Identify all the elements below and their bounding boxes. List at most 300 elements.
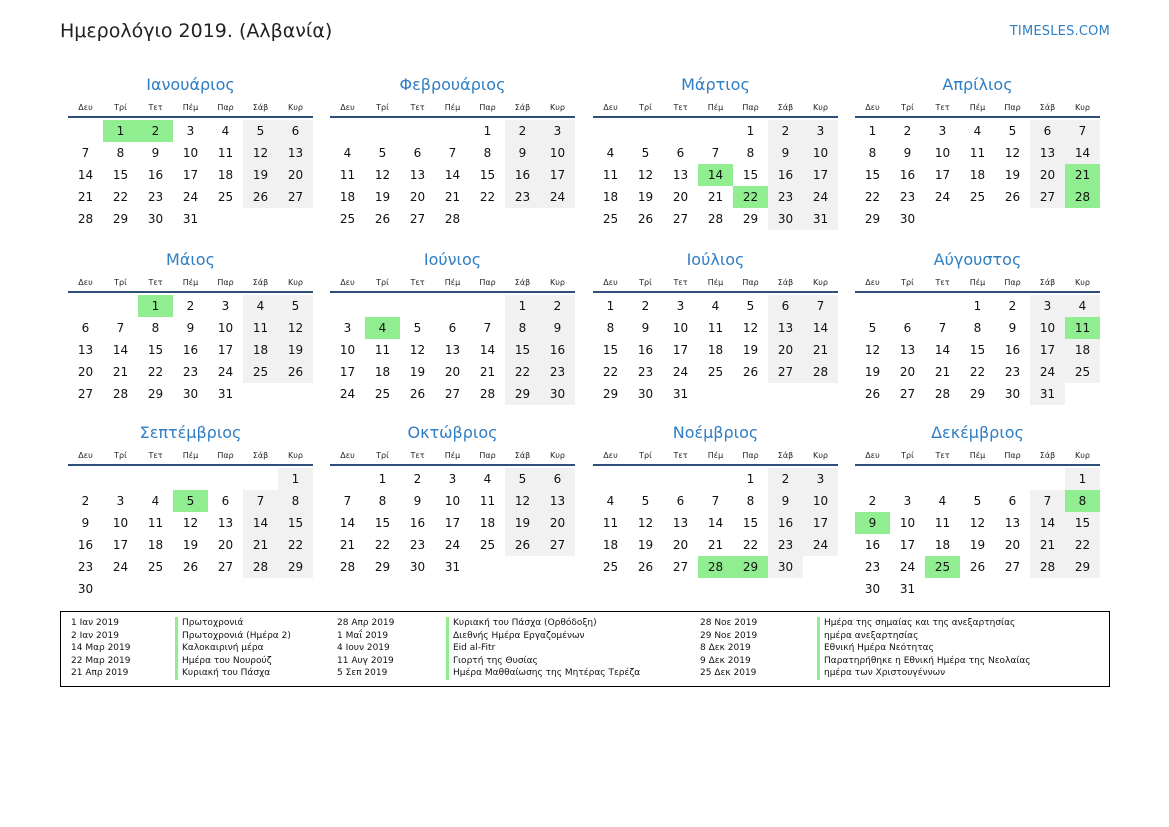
day-cell: 16 (409, 516, 426, 530)
day-cell: 17 (803, 512, 838, 534)
day-cell: 2 (768, 120, 803, 142)
weekday-header (68, 98, 313, 118)
empty-cell (1030, 578, 1065, 600)
day-cell: 28 (339, 560, 356, 574)
week-row (330, 468, 575, 490)
day-cell: 23 (1004, 365, 1021, 379)
week-row (855, 578, 1100, 600)
empty-cell (243, 468, 278, 490)
day-cell: 14 (479, 343, 496, 357)
day-cell: 23 (899, 190, 916, 204)
legend-names-column (175, 617, 291, 680)
day-cell: 4 (973, 124, 982, 138)
day-cell: 30 (147, 212, 164, 226)
day-cell: 12 (969, 516, 986, 530)
month-name: Οκτώβριος (407, 423, 498, 442)
day-cell: 23 (409, 538, 426, 552)
empty-cell (243, 383, 278, 405)
day-cell: 22 (278, 534, 313, 556)
weekday-label: Τετ (148, 450, 163, 460)
weekday-label: Πέμ (969, 277, 986, 287)
weekday-label: Τρί (376, 450, 389, 460)
day-cell: 14 (243, 512, 278, 534)
day-cell: 26 (505, 534, 540, 556)
day-cell: 3 (221, 299, 230, 313)
empty-cell (628, 120, 663, 142)
month-name: Δεκέμβριος (931, 423, 1024, 442)
day-cell: 27 (444, 387, 461, 401)
day-cell: 8 (278, 490, 313, 512)
day-cell: 31 (217, 387, 234, 401)
day-cell: 28 (803, 361, 838, 383)
week-row (855, 468, 1100, 490)
weekday-label: Κυρ (550, 277, 565, 287)
empty-cell (470, 208, 505, 230)
day-cell: 28 (444, 212, 461, 226)
legend-names-column (817, 617, 1031, 680)
month-calendar (68, 249, 313, 405)
day-cell: 3 (448, 472, 457, 486)
day-cell: 8 (868, 146, 877, 160)
day-cell: 7 (81, 146, 90, 160)
day-cell: 9 (505, 142, 540, 164)
weekday-label: Παρ (217, 450, 234, 460)
day-cell: 9 (151, 146, 160, 160)
day-grid (855, 468, 1100, 600)
month-name: Ιούνιος (423, 250, 482, 269)
day-cell: 17 (672, 343, 689, 357)
day-cell: 8 (378, 494, 387, 508)
weekday-header (330, 273, 575, 293)
day-cell: 14 (444, 168, 461, 182)
week-row (855, 556, 1100, 578)
legend-date: 14 Μαρ 2019 (71, 643, 131, 653)
week-row (330, 164, 575, 186)
day-cell: 19 (374, 190, 391, 204)
day-cell: 16 (147, 168, 164, 182)
day-cell: 5 (278, 295, 313, 317)
weekday-label: Παρ (479, 277, 496, 287)
week-row (68, 295, 313, 317)
empty-cell (925, 208, 960, 230)
weekday-label: Τετ (410, 277, 425, 287)
day-cell: 18 (339, 190, 356, 204)
day-cell: 2 (903, 124, 912, 138)
empty-cell (803, 556, 838, 578)
legend-date: 22 Μαρ 2019 (71, 655, 131, 666)
weekday-label: Σάβ (252, 102, 269, 112)
day-cell: 27 (217, 560, 234, 574)
day-cell: 14 (803, 317, 838, 339)
legend-date: 21 Απρ 2019 (71, 668, 129, 678)
empty-cell (330, 295, 365, 317)
weekday-header (593, 446, 838, 466)
day-cell: 11 (602, 168, 619, 182)
empty-cell (995, 578, 1030, 600)
day-cell: 16 (77, 538, 94, 552)
day-cell: 23 (637, 365, 654, 379)
legend-holiday-name: Διεθνής Ημέρα Εργαζομένων (446, 630, 640, 643)
day-cell: 14 (339, 516, 356, 530)
day-cell: 3 (938, 124, 947, 138)
day-cell: 5 (641, 494, 650, 508)
day-cell: 18 (969, 168, 986, 182)
day-cell: 26 (742, 365, 759, 379)
day-cell: 26 (243, 186, 278, 208)
day-cell: 3 (903, 494, 912, 508)
day-cell: 31 (444, 560, 461, 574)
weekday-label: Τετ (410, 450, 425, 460)
week-row (593, 468, 838, 490)
empty-cell (505, 208, 540, 230)
week-row (330, 120, 575, 142)
day-cell: 25 (1065, 361, 1100, 383)
week-row (855, 120, 1100, 142)
day-cell: 13 (278, 142, 313, 164)
empty-cell (733, 383, 768, 405)
day-cell: 2 (81, 494, 90, 508)
day-cell: 22 (969, 365, 986, 379)
day-cell: 16 (182, 343, 199, 357)
day-cell: 17 (444, 516, 461, 530)
week-row (330, 317, 575, 339)
day-cell: 31 (182, 212, 199, 226)
week-row (330, 142, 575, 164)
day-cell: 22 (112, 190, 129, 204)
day-cell: 9 (540, 317, 575, 339)
weekday-label: Παρ (1004, 102, 1021, 112)
empty-cell (208, 208, 243, 230)
day-cell: 31 (1030, 383, 1065, 405)
day-cell: 17 (899, 538, 916, 552)
day-cell: 14 (934, 343, 951, 357)
day-cell: 16 (768, 164, 803, 186)
legend-holiday-name: Καλοκαιρινή μέρα (175, 642, 291, 655)
day-cell: 7 (116, 321, 125, 335)
day-cell: 20 (540, 512, 575, 534)
legend-holiday-name: Γιορτή της Θυσίας (446, 655, 640, 668)
week-row (593, 361, 838, 383)
day-cell: 23 (147, 190, 164, 204)
week-row (593, 339, 838, 361)
day-cell: 25 (339, 212, 356, 226)
day-cell: 26 (278, 361, 313, 383)
day-cell: 10 (934, 146, 951, 160)
day-cell: 22 (374, 538, 391, 552)
day-cell: 3 (1030, 295, 1065, 317)
day-cell: 1 (746, 124, 755, 138)
week-row (855, 534, 1100, 556)
day-cell: 12 (637, 516, 654, 530)
empty-cell (960, 208, 995, 230)
weekday-label: Πέμ (182, 450, 199, 460)
day-grid (330, 295, 575, 405)
holiday-day-cell: 11 (1065, 317, 1100, 339)
weekday-label: Τετ (148, 277, 163, 287)
weekday-label: Κυρ (1075, 277, 1090, 287)
day-cell: 27 (899, 387, 916, 401)
day-grid (68, 295, 313, 405)
day-cell: 27 (1004, 560, 1021, 574)
week-row (68, 186, 313, 208)
empty-cell (173, 578, 208, 600)
week-row (593, 208, 838, 230)
day-cell: 15 (742, 168, 759, 182)
day-cell: 3 (186, 124, 195, 138)
day-cell: 11 (479, 494, 496, 508)
weekday-label: Σάβ (252, 450, 269, 460)
day-cell: 3 (803, 468, 838, 490)
legend-holiday-name: Ημέρα της σημαίας και της ανεξαρτησίας (817, 617, 1031, 630)
day-cell: 17 (182, 168, 199, 182)
empty-cell (365, 295, 400, 317)
week-row (330, 556, 575, 578)
month-name: Μάρτιος (681, 75, 750, 94)
day-cell: 26 (1004, 190, 1021, 204)
day-cell: 2 (1008, 299, 1017, 313)
week-row (330, 295, 575, 317)
empty-cell (960, 578, 995, 600)
empty-cell (925, 468, 960, 490)
day-cell: 30 (540, 383, 575, 405)
day-cell: 27 (77, 387, 94, 401)
month-calendar (593, 249, 838, 405)
day-cell: 17 (339, 365, 356, 379)
day-cell: 28 (934, 387, 951, 401)
empty-cell (470, 556, 505, 578)
day-cell: 26 (637, 560, 654, 574)
day-cell: 22 (602, 365, 619, 379)
day-grid (593, 295, 838, 405)
empty-cell (1065, 578, 1100, 600)
day-cell: 20 (1004, 538, 1021, 552)
day-cell: 10 (339, 343, 356, 357)
day-cell: 8 (606, 321, 615, 335)
day-cell: 25 (602, 560, 619, 574)
day-cell: 29 (278, 556, 313, 578)
week-row (68, 468, 313, 490)
day-cell: 26 (969, 560, 986, 574)
empty-cell (628, 468, 663, 490)
day-cell: 18 (707, 343, 724, 357)
day-cell: 27 (540, 534, 575, 556)
legend-date: 1 Ιαν 2019 (71, 618, 119, 628)
day-cell: 18 (217, 168, 234, 182)
day-cell: 13 (768, 317, 803, 339)
month-calendar (68, 422, 313, 600)
day-cell: 13 (672, 168, 689, 182)
legend-date: 25 Δεκ 2019 (700, 668, 757, 678)
day-cell: 10 (217, 321, 234, 335)
day-cell: 2 (768, 468, 803, 490)
weekday-label: Δευ (603, 450, 618, 460)
weekday-label: Δευ (340, 102, 355, 112)
day-cell: 6 (676, 494, 685, 508)
day-cell: 11 (969, 146, 986, 160)
day-cell: 9 (186, 321, 195, 335)
day-cell: 27 (768, 361, 803, 383)
weekday-label: Κυρ (813, 450, 828, 460)
week-row (68, 490, 313, 512)
month-calendar (330, 249, 575, 405)
day-cell: 9 (1008, 321, 1017, 335)
empty-cell (68, 295, 103, 317)
day-cell: 30 (77, 582, 94, 596)
weekday-label: Δευ (340, 450, 355, 460)
month-calendar (593, 422, 838, 578)
weekday-label: Δευ (78, 450, 93, 460)
day-cell: 25 (602, 212, 619, 226)
week-row (330, 383, 575, 405)
month-calendar (855, 74, 1100, 230)
day-cell: 12 (243, 142, 278, 164)
day-cell: 10 (182, 146, 199, 160)
weekday-label: Τρί (376, 102, 389, 112)
day-cell: 17 (540, 164, 575, 186)
empty-cell (890, 295, 925, 317)
day-cell: 2 (641, 299, 650, 313)
day-cell: 19 (505, 512, 540, 534)
day-cell: 4 (1065, 295, 1100, 317)
day-cell: 7 (938, 321, 947, 335)
weekday-header (593, 98, 838, 118)
weekday-label: Παρ (742, 277, 759, 287)
day-cell: 17 (112, 538, 129, 552)
day-cell: 7 (803, 295, 838, 317)
weekday-label: Τρί (376, 277, 389, 287)
empty-cell (1030, 468, 1065, 490)
day-cell: 5 (1008, 124, 1017, 138)
weekday-label: Δευ (865, 277, 880, 287)
weekday-header (855, 446, 1100, 466)
day-cell: 16 (637, 343, 654, 357)
week-row (855, 339, 1100, 361)
day-cell: 18 (147, 538, 164, 552)
empty-cell (1065, 208, 1100, 230)
day-cell: 9 (413, 494, 422, 508)
day-cell: 23 (768, 534, 803, 556)
week-row (593, 295, 838, 317)
day-cell: 11 (243, 317, 278, 339)
month-name: Απρίλιος (942, 75, 1013, 94)
week-row (68, 339, 313, 361)
week-row (593, 120, 838, 142)
month-name: Αύγουστος (933, 250, 1022, 269)
day-cell: 24 (899, 560, 916, 574)
day-cell: 17 (1030, 339, 1065, 361)
legend-date: 28 Νοε 2019 (700, 618, 758, 628)
day-cell: 5 (641, 146, 650, 160)
day-cell: 25 (479, 538, 496, 552)
day-cell: 11 (602, 516, 619, 530)
day-cell: 16 (864, 538, 881, 552)
legend-date: 28 Απρ 2019 (337, 618, 395, 628)
day-cell: 13 (1004, 516, 1021, 530)
day-cell: 6 (1008, 494, 1017, 508)
day-cell: 26 (374, 212, 391, 226)
empty-cell (330, 120, 365, 142)
empty-cell (540, 208, 575, 230)
day-cell: 7 (1030, 490, 1065, 512)
week-row (68, 534, 313, 556)
holiday-day-cell: 1 (138, 295, 173, 317)
week-row (330, 208, 575, 230)
empty-cell (890, 468, 925, 490)
weekday-label: Κυρ (288, 102, 303, 112)
day-cell: 30 (637, 387, 654, 401)
day-cell: 24 (217, 365, 234, 379)
day-cell: 27 (672, 560, 689, 574)
day-cell: 27 (278, 186, 313, 208)
day-cell: 21 (339, 538, 356, 552)
empty-cell (400, 295, 435, 317)
weekday-label: Σάβ (514, 277, 531, 287)
legend-holiday-name: Πρωτοχρονιά (Ημέρα 2) (175, 630, 291, 643)
day-cell: 22 (864, 190, 881, 204)
weekday-label: Σάβ (1039, 450, 1056, 460)
weekday-label: Πέμ (969, 450, 986, 460)
weekday-label: Κυρ (1075, 102, 1090, 112)
day-cell: 3 (540, 120, 575, 142)
weekday-label: Δευ (865, 450, 880, 460)
week-row (855, 512, 1100, 534)
empty-cell (208, 468, 243, 490)
weekday-label: Παρ (479, 450, 496, 460)
day-cell: 29 (374, 560, 391, 574)
day-cell: 30 (409, 560, 426, 574)
day-cell: 8 (483, 146, 492, 160)
weekday-label: Κυρ (288, 277, 303, 287)
weekday-label: Δευ (78, 277, 93, 287)
week-row (855, 295, 1100, 317)
day-cell: 23 (540, 361, 575, 383)
weekday-label: Πέμ (444, 450, 461, 460)
day-cell: 12 (374, 168, 391, 182)
day-cell: 24 (339, 387, 356, 401)
day-cell: 19 (637, 190, 654, 204)
day-cell: 4 (343, 146, 352, 160)
empty-cell (68, 120, 103, 142)
day-cell: 15 (742, 516, 759, 530)
day-cell: 4 (151, 494, 160, 508)
brand-link[interactable]: TIMESLES.COM (1009, 24, 1110, 39)
day-cell: 23 (505, 186, 540, 208)
day-cell: 19 (182, 538, 199, 552)
day-cell: 1 (483, 124, 492, 138)
day-cell: 1 (378, 472, 387, 486)
week-row (68, 142, 313, 164)
day-cell: 21 (77, 190, 94, 204)
week-row (68, 120, 313, 142)
weekday-header (855, 98, 1100, 118)
month-name: Φεβρουάριος (399, 75, 506, 94)
day-cell: 9 (641, 321, 650, 335)
day-cell: 12 (864, 343, 881, 357)
month-calendar (855, 249, 1100, 405)
week-row (855, 142, 1100, 164)
legend-holiday-name: Eid al-Fitr (446, 642, 640, 655)
weekday-label: Τρί (901, 277, 914, 287)
legend-holiday-name: Εθνική Ημέρα Νεότητας (817, 642, 1031, 655)
month-name: Σεπτέμβριος (139, 423, 242, 442)
weekday-label: Σάβ (1039, 277, 1056, 287)
week-row (330, 186, 575, 208)
day-cell: 1 (606, 299, 615, 313)
day-cell: 8 (746, 494, 755, 508)
empty-cell (400, 120, 435, 142)
page-title: Ημερολόγιο 2019. (Αλβανία) (60, 20, 333, 42)
day-cell: 19 (969, 538, 986, 552)
